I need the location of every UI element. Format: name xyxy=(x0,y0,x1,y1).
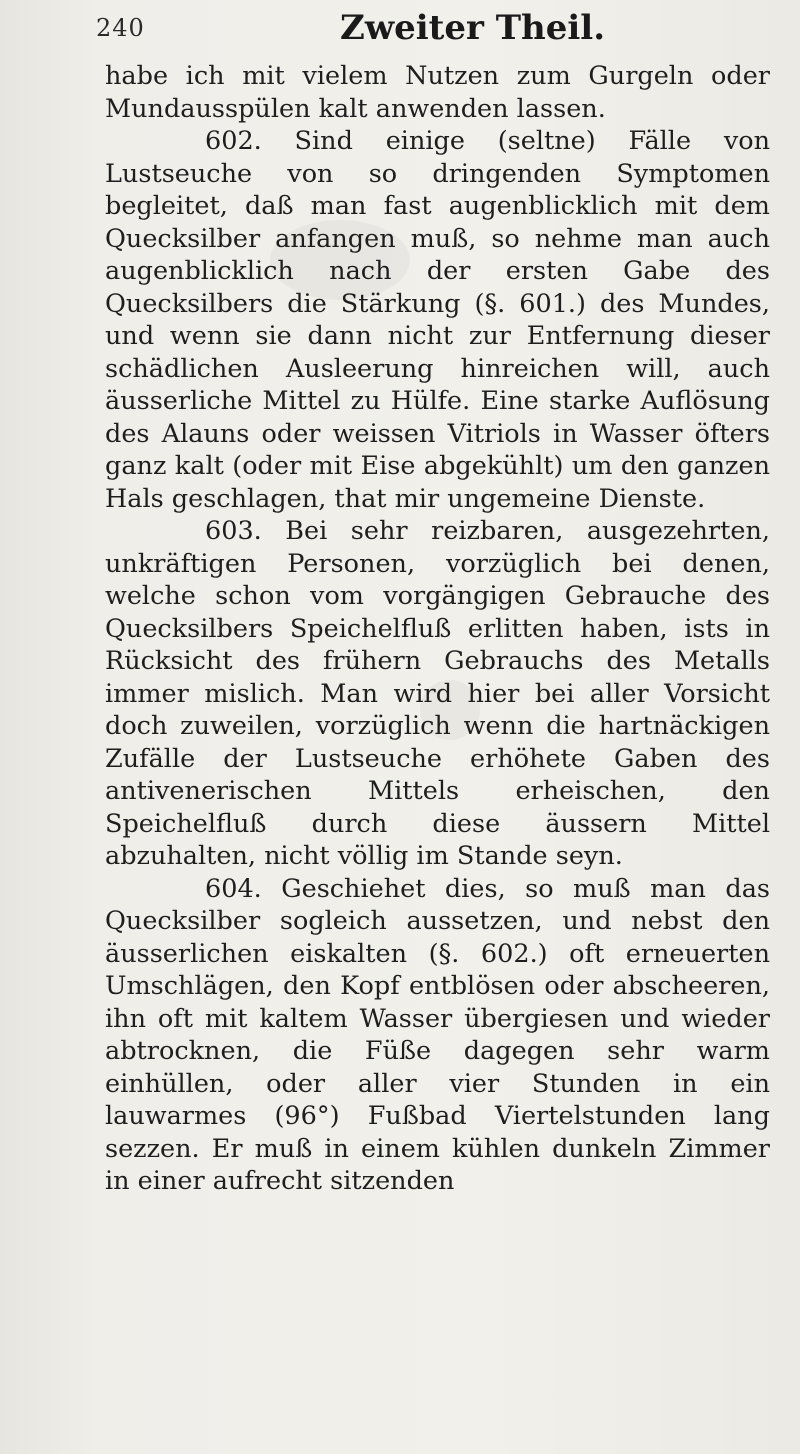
page-number: 240 xyxy=(96,14,145,42)
paragraph-602: 602. Sind einige (seltne) Fälle von Lustseuche von so dringenden Symptomen begleitet, daß man fast augenblicklich mit dem Quecksilber anfangen muß, so nehme man auch augenblicklich nach der ersten Gabe des Quecksilbers die Stärkung (§. 601.) des Mundes, und wenn sie dann nicht zur Entfernung dieser schädlichen Ausleerung hinreichen will, auch äusserliche Mittel zu Hülfe. Eine starke Auflösung des Alauns oder weissen Vitriols in Wasser öfters ganz kalt (oder mit Eise abgekühlt) um den ganzen Hals geschlagen, that mir ungemeine Dienste. xyxy=(105,126,770,514)
running-title: Zweiter Theil. xyxy=(340,8,606,48)
paragraph-604: 604. Geschiehet dies, so muß man das Quecksilber sogleich aussetzen, und nebst den äusserlichen eiskalten (§. 602.) oft erneuerten Umschlägen, den Kopf entblösen oder abscheeren, ihn oft mit kaltem Wasser übergiesen und wieder abtrocknen, die Füße dagegen sehr warm einhüllen, oder aller vier Stunden in ein lauwarmes (96°) Fußbad Viertelstunden lang sezzen. Er muß in einem kühlen dunkeln Zimmer in einer aufrecht sitzenden xyxy=(105,873,770,1196)
paragraph-603: 603. Bei sehr reizbaren, ausgezehrten, unkräftigen Personen, vorzüglich bei denen, welche schon vom vorgängigen Gebrauche des Quecksilbers Speichelfluß erlitten haben, ists in Rücksicht des frühern Gebrauchs des Metalls immer mislich. Man wird hier bei aller Vorsicht doch zuweilen, vorzüglich wenn die hartnäckigen Zufälle der Lustseuche erhöhete Gaben des antivenerischen Mittels erheischen, den Speichelfluß durch diese äussern Mittel abzuhalten, nicht völlig im Stande seyn. xyxy=(105,516,770,871)
paragraph-continuation: habe ich mit vielem Nutzen zum Gurgeln oder Mundausspülen kalt anwenden lassen. xyxy=(105,61,770,124)
page-header xyxy=(96,8,760,52)
body-text xyxy=(105,60,770,1198)
